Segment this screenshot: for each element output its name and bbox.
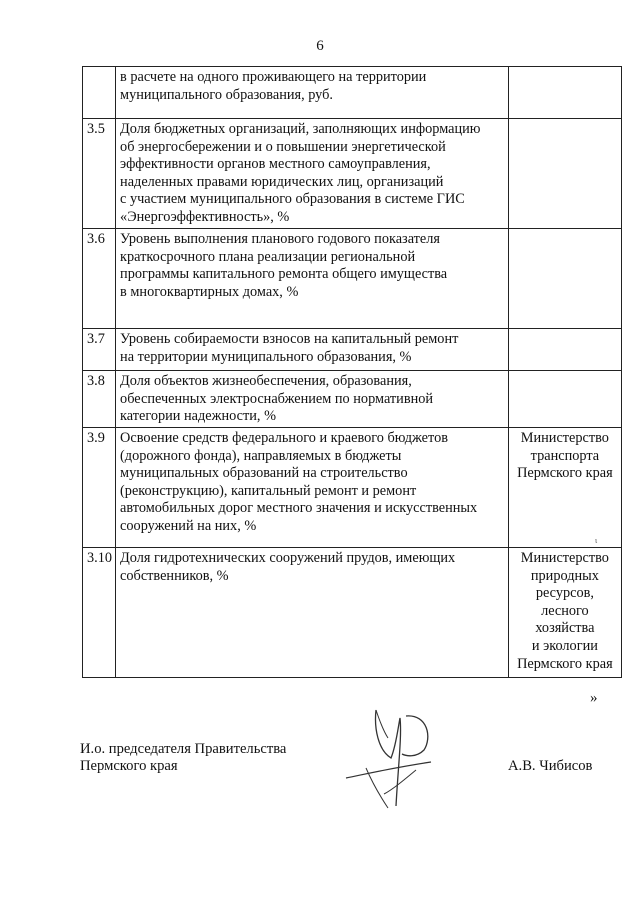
row-number: 3.7 bbox=[83, 329, 116, 371]
responsible-line: природных bbox=[530, 567, 599, 584]
indicator-description bbox=[116, 329, 509, 371]
description-line: обеспеченных электроснабжением по нормативной bbox=[120, 390, 434, 407]
description-line: на территории муниципального образования, % bbox=[120, 348, 412, 365]
description-line: Доля гидротехнических сооружений прудов, имеющих bbox=[120, 550, 456, 566]
indicator-description bbox=[116, 428, 509, 548]
description-line: (дорожного фонда), направляемых в бюджеты bbox=[120, 447, 402, 464]
responsible-line: ресурсов, bbox=[535, 585, 594, 602]
description-line: муниципальных образований на строительство bbox=[120, 465, 408, 482]
table-row bbox=[83, 371, 622, 428]
description-line: автомобильных дорог местного значения и искусственных bbox=[120, 500, 478, 517]
responsible-body bbox=[508, 548, 621, 678]
description-line: с участием муниципального образования в системе ГИС bbox=[120, 191, 465, 208]
indicator-description bbox=[116, 67, 509, 119]
row-number: 3.6 bbox=[83, 229, 116, 329]
description-line: Освоение средств федерального и краевого бюджетов bbox=[120, 430, 448, 446]
description-line: в расчете на одного проживающего на территории bbox=[120, 69, 427, 85]
responsible-line: Пермского края bbox=[517, 465, 613, 482]
description-line: Доля объектов жизнеобеспечения, образования, bbox=[120, 373, 412, 389]
signatory-position bbox=[80, 741, 286, 775]
responsible-line: хозяйства bbox=[535, 620, 595, 637]
description-line: эффективности органов местного самоуправления, bbox=[120, 156, 431, 173]
table-row bbox=[83, 67, 622, 119]
description-line: Доля бюджетных организаций, заполняющих информацию bbox=[120, 121, 481, 137]
description-line: категории надежности, % bbox=[120, 408, 276, 425]
table-row bbox=[83, 229, 622, 329]
closing-quote: » bbox=[590, 690, 598, 706]
indicator-description bbox=[116, 119, 509, 229]
responsible-line: лесного bbox=[541, 602, 589, 619]
description-line: «Энергоэффективность», % bbox=[120, 208, 290, 225]
description-line: (реконструкцию), капитальный ремонт и ремонт bbox=[120, 482, 417, 499]
row-number: 3.9 bbox=[83, 428, 116, 548]
handwritten-signature bbox=[336, 698, 446, 818]
position-line-2: Пермского края bbox=[80, 758, 178, 774]
description-line: наделенных правами юридических лиц, организаций bbox=[120, 173, 444, 190]
scan-mark: ι bbox=[595, 536, 598, 545]
description-line: программы капитального ремонта общего имущества bbox=[120, 266, 448, 283]
description-line: Уровень собираемости взносов на капитальный ремонт bbox=[120, 331, 459, 347]
responsible-body bbox=[508, 67, 621, 119]
responsible-line: Министерство bbox=[520, 550, 609, 566]
table-row bbox=[83, 329, 622, 371]
description-line: муниципального образования, руб. bbox=[120, 86, 333, 103]
responsible-line: и экологии bbox=[531, 637, 598, 654]
description-line: краткосрочного плана реализации региональной bbox=[120, 248, 416, 265]
indicators-table bbox=[82, 66, 622, 678]
table-row bbox=[83, 428, 622, 548]
responsible-line: Пермского края bbox=[517, 655, 613, 672]
description-line: собственников, % bbox=[120, 567, 229, 584]
responsible-body bbox=[508, 119, 621, 229]
row-number: 3.5 bbox=[83, 119, 116, 229]
position-line-1: И.о. председателя Правительства bbox=[80, 741, 287, 757]
description-line: Уровень выполнения планового годового показателя bbox=[120, 231, 440, 247]
row-number bbox=[83, 67, 116, 119]
table-body bbox=[83, 67, 622, 678]
responsible-body bbox=[508, 229, 621, 329]
row-number: 3.8 bbox=[83, 371, 116, 428]
table-row bbox=[83, 548, 622, 678]
indicator-description bbox=[116, 229, 509, 329]
indicator-description bbox=[116, 548, 509, 678]
signatory-name: А.В. Чибисов bbox=[508, 758, 593, 774]
table-row bbox=[83, 119, 622, 229]
responsible-body bbox=[508, 371, 621, 428]
responsible-body bbox=[508, 329, 621, 371]
description-line: сооружений на них, % bbox=[120, 517, 257, 534]
responsible-line: Министерство bbox=[520, 430, 609, 446]
page-number: 6 bbox=[316, 38, 324, 54]
indicator-description bbox=[116, 371, 509, 428]
responsible-line: транспорта bbox=[530, 447, 600, 464]
description-line: в многоквартирных домах, % bbox=[120, 283, 299, 300]
description-line: об энергосбережении и о повышении энергетической bbox=[120, 138, 446, 155]
row-number: 3.10 bbox=[83, 548, 116, 678]
responsible-body bbox=[508, 428, 621, 548]
